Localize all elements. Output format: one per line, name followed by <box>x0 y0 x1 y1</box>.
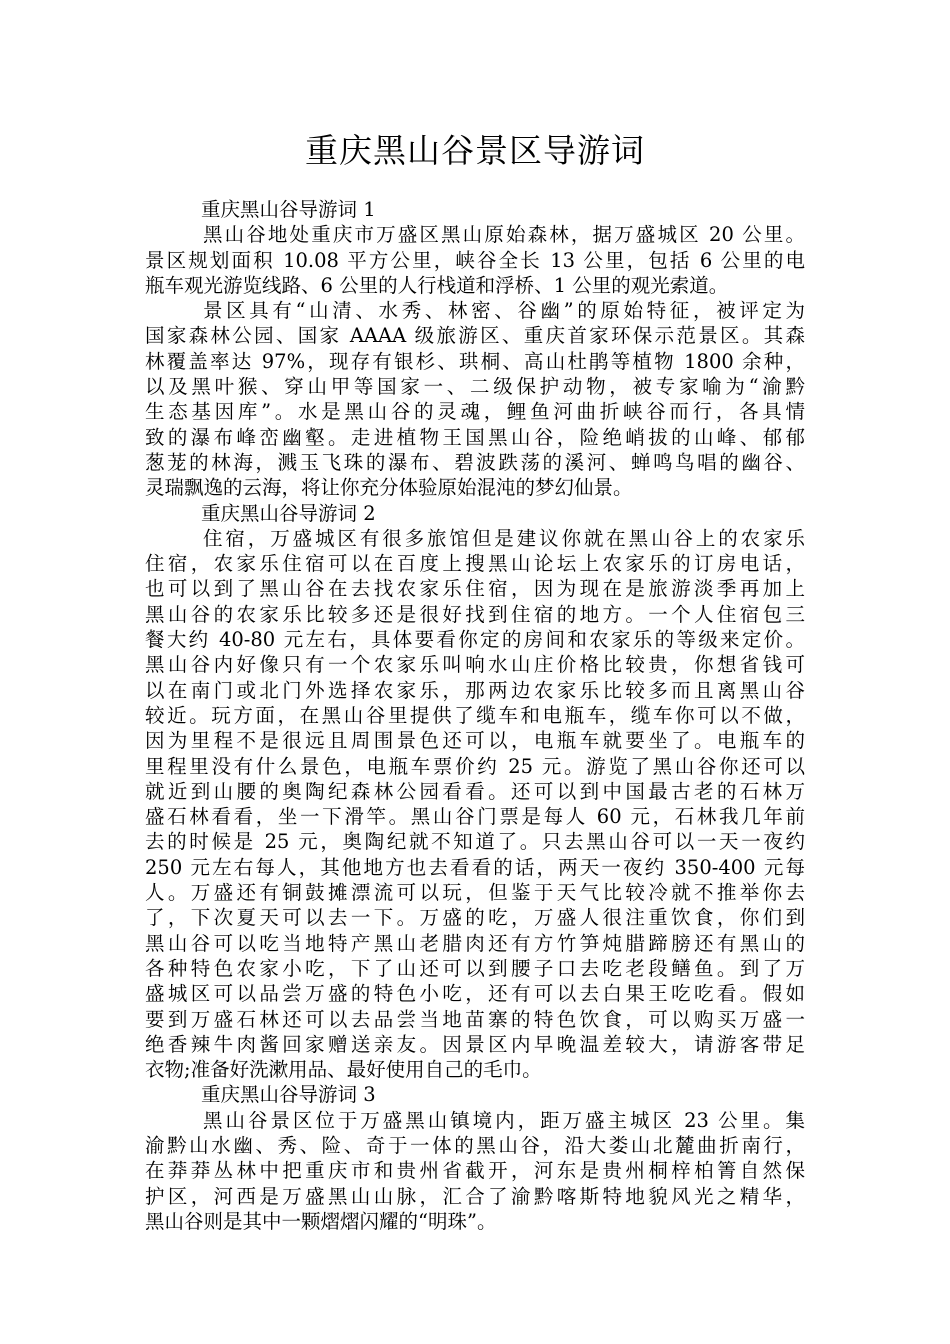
text-line: 黑山谷的农家乐比较多还是很好找到住宿的地方。一个人住宿包三 <box>145 602 805 626</box>
text-line: 了，下次夏天可以去一下。万盛的吃，万盛人很注重饮食，你们到 <box>145 906 805 930</box>
text-line: 盛城区可以品尝万盛的特色小吃，还有可以去白果王吃吃看。假如 <box>145 982 805 1006</box>
text-line: 因为里程不是很远且周围景色还可以，电瓶车就要坐了。电瓶车的 <box>145 729 805 753</box>
text-line: 瓶车观光游览线路、6 公里的人行栈道和浮桥、1 公里的观光索道。 <box>145 273 729 297</box>
text-line: 林覆盖率达 97%，现存有银杉、珙桐、高山杜鹃等植物 1800 余种， <box>145 349 805 373</box>
text-line: 以及黑叶猴、穿山甲等国家一、二级保护动物，被专家喻为“渝黔 <box>145 375 805 399</box>
text-line: 里程里没有什么景色，电瓶车票价约 25 元。游览了黑山谷你还可以 <box>145 754 805 778</box>
text-line: 就近到山腰的奥陶纪森林公园看看。还可以到中国最古老的石林万 <box>145 779 805 803</box>
section-heading: 重庆黑山谷导游词 3 <box>201 1083 376 1107</box>
text-line: 各种特色农家小吃，下了山还可以到腰子口去吃老段鳝鱼。到了万 <box>145 956 805 980</box>
text-line: 景区规划面积 10.08 平方公里，峡谷全长 13 公里，包括 6 公里的电 <box>145 248 805 272</box>
section-heading: 重庆黑山谷导游词 1 <box>201 198 376 221</box>
text-line: 去的时候是 25 元，奥陶纪就不知道了。只去黑山谷可以一天一夜约 <box>145 830 805 854</box>
section-heading: 重庆黑山谷导游词 2 <box>201 501 376 525</box>
document-title: 重庆黑山谷景区导游词 <box>305 131 645 170</box>
text-line: 以在南门或北门外选择农家乐，那两边农家乐比较多而且离黑山谷 <box>145 678 805 702</box>
text-line: 黑山谷内好像只有一个农家乐叫响水山庄价格比较贵，你想省钱可 <box>145 653 805 677</box>
text-line: 住宿，万盛城区有很多旅馆但是建议你就在黑山谷上的农家乐 <box>203 526 805 550</box>
document-body <box>145 197 805 1234</box>
text-line: 餐大约 40-80 元左右，具体要看你定的房间和农家乐的等级来定价。 <box>145 628 805 652</box>
text-line: 葱茏的林海，溅玉飞珠的瀑布、碧波跌荡的溪河、蝉鸣鸟唱的幽谷、 <box>145 450 805 474</box>
text-line: 生态基因库”。水是黑山谷的灵魂，鲤鱼河曲折峡谷而行，各具情 <box>145 400 805 424</box>
text-line: 在莽莽丛林中把重庆市和贵州省截开，河东是贵州桐梓柏箐自然保 <box>145 1159 805 1183</box>
text-line: 渝黔山水幽、秀、险、奇于一体的黑山谷，沿大娄山北麓曲折南行， <box>145 1133 805 1157</box>
text-line: 黑山谷可以吃当地特产黑山老腊肉还有方竹笋炖腊蹄膀还有黑山的 <box>145 931 805 955</box>
text-line: 人。万盛还有铜鼓摊漂流可以玩，但鉴于天气比较冷就不推举你去 <box>145 881 805 905</box>
text-line: 景区具有“山清、水秀、林密、谷幽”的原始特征，被评定为 <box>203 299 805 323</box>
text-line: 黑山谷景区位于万盛黑山镇境内，距万盛主城区 23 公里。集 <box>203 1108 805 1132</box>
text-line: 盛石林看看，坐一下滑竿。黑山谷门票是每人 60 元，石林我几年前 <box>145 805 805 829</box>
text-line: 国家森林公园、国家 AAAA 级旅游区、重庆首家环保示范景区。其森 <box>145 324 805 348</box>
text-line: 致的瀑布峰峦幽壑。走进植物王国黑山谷，险绝峭拔的山峰、郁郁 <box>145 425 805 449</box>
text-line: 灵瑞飘逸的云海，将让你充分体验原始混沌的梦幻仙景。 <box>145 476 633 500</box>
text-line: 要到万盛石林还可以去品尝当地苗寨的特色饮食，可以购买万盛一 <box>145 1007 805 1031</box>
text-line: 黑山谷地处重庆市万盛区黑山原始森林，据万盛城区 20 公里。 <box>203 223 805 247</box>
text-line: 衣物;准备好洗漱用品、最好使用自己的毛巾。 <box>145 1058 542 1082</box>
text-line: 黑山谷则是其中一颗熠熠闪耀的“明珠”。 <box>145 1209 497 1233</box>
text-line: 绝香辣牛肉酱回家赠送亲友。因景区内早晚温差较大，请游客带足 <box>145 1032 805 1056</box>
text-line: 也可以到了黑山谷在去找农家乐住宿，因为现在是旅游淡季再加上 <box>145 577 805 601</box>
text-line: 250 元左右每人，其他地方也去看看的话，两天一夜约 350-400 元每 <box>145 855 805 879</box>
text-line: 护区，河西是万盛黑山山脉，汇合了渝黔喀斯特地貌风光之精华， <box>145 1184 805 1208</box>
text-line: 较近。玩方面，在黑山谷里提供了缆车和电瓶车，缆车你可以不做， <box>145 703 805 727</box>
text-line: 住宿，农家乐住宿可以在百度上搜黑山论坛上农家乐的订房电话， <box>145 552 805 576</box>
